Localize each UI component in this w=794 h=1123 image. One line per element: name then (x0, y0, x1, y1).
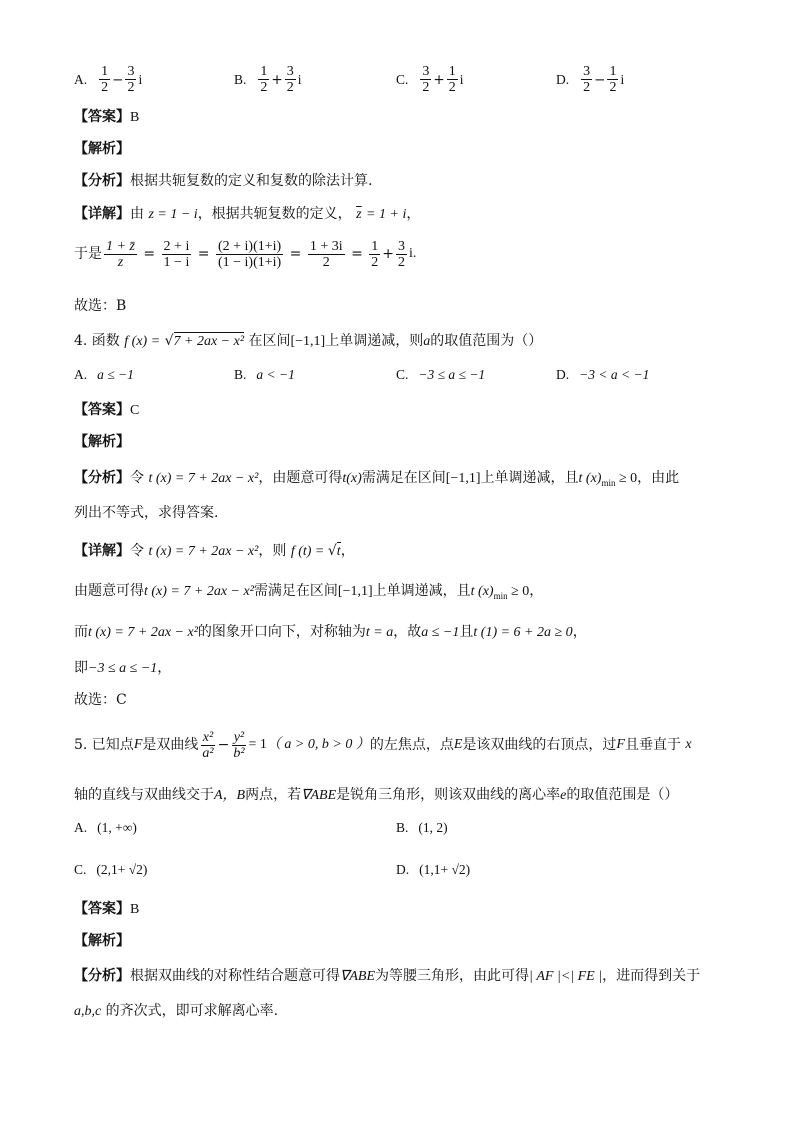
q4-xiangjie-line2: 由题意可得t (x) = 7 + 2ax − x²需满足在区间[−1,1]上单调递减，且t $(x)_{min} \ge 0$， (74, 583, 544, 601)
q5-analysis-heading: 【解析】 (74, 933, 130, 949)
q5-stem-line2: 轴的直线与双曲线交于A，B两点，若∇ABE是锐角三角形，则该双曲线的离心率e的取值范围是（） (74, 787, 679, 803)
q4-option-c: C. −3 ≤ a ≤ −1 (396, 367, 486, 382)
q5-fenxi-line2: a,b,c 的齐次式，即可求解离心率. (74, 1003, 279, 1019)
q4-stem: 4. 函数 f (x) = √7 + 2ax − x² 在区间[−1,1]上单调递减，则a的取值范围为（） (74, 333, 543, 349)
q4-xiangjie-line3: 而t (x) = 7 + 2ax − x²的图象开口向下，对称轴为t = a，故a ≤ −1且t (1) = 6 + 2a ≥ 0， (74, 624, 587, 640)
q5-option-b: B. (1, 2) (396, 820, 448, 835)
q3-analysis-heading: 【解析】 (74, 141, 130, 157)
q3-option-d: D. $\frac{3}{2}$ − $\frac{1}{2}$ i (556, 64, 625, 95)
q3-xiangjie: 【详解】由 z = 1 − i，根据共轭复数的定义， $\overline{z} = 1 + i$， (74, 206, 421, 222)
q4-final: 故选：C (74, 692, 127, 708)
q4-option-d: D. −3 < a < −1 (556, 367, 650, 382)
q3-option-b: B. $\frac{1}{2}$ + $\frac{3}{2}$ i (234, 64, 302, 95)
q4-fenxi-line1: 【分析】令 t (x) = 7 + 2ax − x²，由题意可得t(x)需满足在区间[−1,1]上单调递减，且t $(x)_{min} \ge 0$，由此 (74, 470, 680, 488)
q5-fenxi-line1: 【分析】根据双曲线的对称性结合题意可得∇ABE为等腰三角形，由此可得| AF |<| FE |，进而得到关于 (74, 968, 701, 984)
q4-xiangjie-line4: 即−3 ≤ a ≤ −1， (74, 660, 172, 676)
q5-stem-line1: 5. 已知点 F 是双曲线 $\frac{\text{x²}}{\text{a²}}$ − $\frac{\text{y²}}{\text{b²}}$ = 1 （ a > 0, b > 0 ） 的左焦点，点 E 是该双曲线的右顶点，过 F 且垂直于 x (74, 729, 692, 761)
q3-fenxi: 【分析】根据共轭复数的定义和复数的除法计算. (74, 173, 373, 189)
q3-option-a: A. $\frac{1}{2}$ − $\frac{3}{2}$ i (74, 64, 143, 95)
q5-option-d: D. (1,1+ √2) (396, 862, 471, 877)
q4-answer: 【答案】C (74, 402, 140, 418)
q5-option-c: C. (2,1+ √2) (74, 862, 148, 877)
q4-option-b: B. a < −1 (234, 367, 295, 382)
q3-computation: 于是 $\frac{1 + z̄}{z}$ = $\frac{2 + i}{1 - i}$ = $\frac{(2 + i)(1+i)}{(1 - i)(1+i)}$ = $\frac{1 + 3i}{2}$ = $\frac{1}{2}$ + $\frac{3}{2}$ i. (74, 238, 417, 270)
q3-final: 故选：B (74, 298, 127, 314)
q4-fenxi-line2: 列出不等式，求得答案. (74, 505, 219, 521)
q5-answer: 【答案】B (74, 901, 140, 917)
q4-xiangjie-line1: 【详解】令 t (x) = 7 + 2ax − x²，则 f (t) = √t， (74, 543, 355, 559)
q3-answer: 【答案】B (74, 109, 140, 125)
q5-option-a: A. (1, +∞) (74, 820, 137, 835)
q4-analysis-heading: 【解析】 (74, 434, 130, 450)
q3-option-c: C. $\frac{3}{2}$ + $\frac{1}{2}$ i (396, 64, 464, 95)
q4-option-a: A. a ≤ −1 (74, 367, 134, 382)
